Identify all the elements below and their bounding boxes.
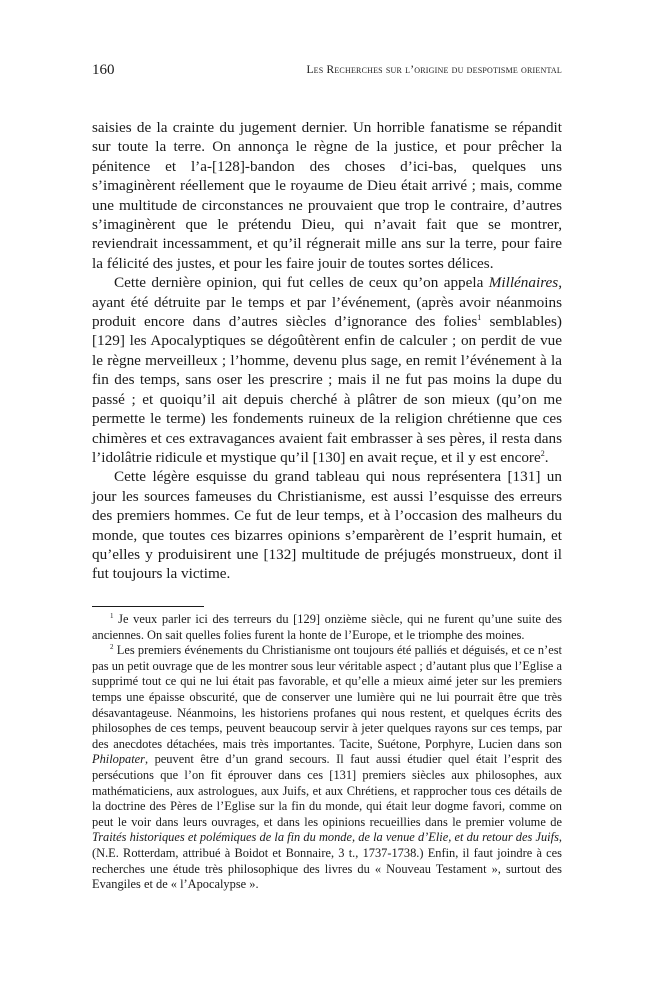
footnote-2-text-c: , (N.E. Rotterdam, attribué à Boidot et Bonnaire, 3 t., 1737-1738.) Enfin, il faut joindre à ces recherches une étude très philosophique des livres du « Nouveau Testament », surtout des Evangiles et de « l’Apocalypse ». [92, 830, 562, 892]
paragraph-2-end: . [544, 448, 549, 466]
paragraph-2 [92, 273, 562, 467]
page-number: 160 [92, 62, 115, 78]
footnotes [92, 612, 562, 893]
footnote-ref-2[interactable]: 2 [540, 448, 545, 458]
footnote-2-italic-2: Traités historiques et polémiques de la fin du monde, de la venue d’Elie, et du retour des Juifs [92, 830, 559, 845]
footnote-2-italic-1: Philopater [92, 752, 145, 767]
footnote-2-mark: 2 [110, 643, 114, 652]
running-head: Les Recherches sur l’origine du despotisme oriental [306, 64, 562, 76]
footnote-1-text: Je veux parler ici des terreurs du [129] onzième siècle, qui ne furent qu’une suite des anciennes. On sait quelles folies furent la honte de l’Europe, et le triomphe des moines. [92, 612, 562, 642]
paragraph-2-text-b: , ayant été détruite par le temps et par l’événement, (après avoir néanmoins produit encore dans d’autres siècles d’ignorance des folies [92, 274, 562, 331]
footnote-ref-1[interactable]: 1 [477, 313, 482, 322]
footnote-2-text-b: , peuvent être d’un grand secours. Il faut aussi étudier quel était l’esprit des persécutions que l’on fit éprouver dans ces [131] premiers siècles aux philosophes, aux mathématiciens, aux astrologues, aux Juifs, et aux Chrétiens, et rapprocher tous ces détails de la doctrine des Pères de l’Eglise sur la fin du monde, qui était leur dogme favori, comme on peut le voir dans leurs ouvrages, et dans les opinions recueillies dans le premier volume de [92, 752, 562, 829]
footnote-2 [92, 643, 562, 893]
page-header [92, 62, 562, 82]
footnote-separator [92, 606, 204, 607]
paragraph-1: saisies de la crainte du jugement dernier. Un horrible fanatisme se répandit sur toute la terre. On annonça le règne de la justice, et pour prêcher la pénitence et l’a-[128]-bandon des choses d’ici-bas, quelques uns s’imaginèrent réellement que le royaume de Dieu était arrivé ; mais, comme une multitude de circonstances ne prouvaient que trop le contraire, d’autres s’imaginèrent que le prétendu Dieu, qui n’avait fait que se montrer, reviendrait incessamment, et qu’il régnerait mille ans sur la terre, pour faire la félicité des justes, et pour les faire jouir de toutes sortes délices. [92, 119, 562, 272]
paragraph-2-text-c: semblables) [129] les Apocalyptiques se dégoûtèrent enfin de calculer ; on perdit de vue le règne merveilleux ; l’homme, devenu plus sage, en remit l’événement à la fin des temps, sans oser les prescrire ; mais il ne fut pas moins la dupe du passé ; et quoiqu’il ait depuis cherché à plâtrer de son mieux (qu’on me permette le terme) les fondements ruineux de la religion chrétienne que ces chimères et ces extravagances avaient fait embrasser à ses pères, il resta dans l’idolâtrie ridicule et mystique qu’il [130] en avait reçue, et il y est encore [92, 313, 562, 466]
main-text [92, 118, 562, 584]
footnote-1 [92, 612, 562, 643]
paragraph-2-text-a: Cette dernière opinion, qui fut celles de ceux qu’on appela [114, 274, 489, 292]
footnote-1-mark: 1 [110, 611, 114, 620]
paragraph-3: Cette légère esquisse du grand tableau qui nous représentera [131] un jour les sources fameuses du Christianisme, est aussi l’esquisse des erreurs des premiers hommes. Ce fut de leur temps, et à l’occasion des malheurs du monde, que toutes ces bizarres opinions s’emparèrent de l’esprit humain, et qu’elles y produisirent une [132] multitude de préjugés monstrueux, dont il fut toujours la victime. [92, 468, 562, 583]
paragraph-2-italic: Millénaires [488, 274, 559, 292]
footnote-2-text-a: Les premiers événements du Christianisme ont toujours été palliés et déguisés, et ce n’est pas un petit ouvrage que de les montrer sous leur véritable aspect ; d’autant plus que l’Eglise a supprimé tout ce qui ne lui était pas favorable, et qu’elle a mieux aimé jeter sur les premiers temps une épaisse obscurité, que de conserver une lumière qui ne lui pourrait être que très désavantageuse. Néanmoins, les historiens profanes qui nous restent, et quelques écrits des philosophes de ces temps, peuvent beaucoup servir à jeter quelques rayons sur ces temps, par des anecdotes détachées, mais très importantes. Tacite, Suétone, Porphyre, Lucien dans son [92, 643, 562, 751]
